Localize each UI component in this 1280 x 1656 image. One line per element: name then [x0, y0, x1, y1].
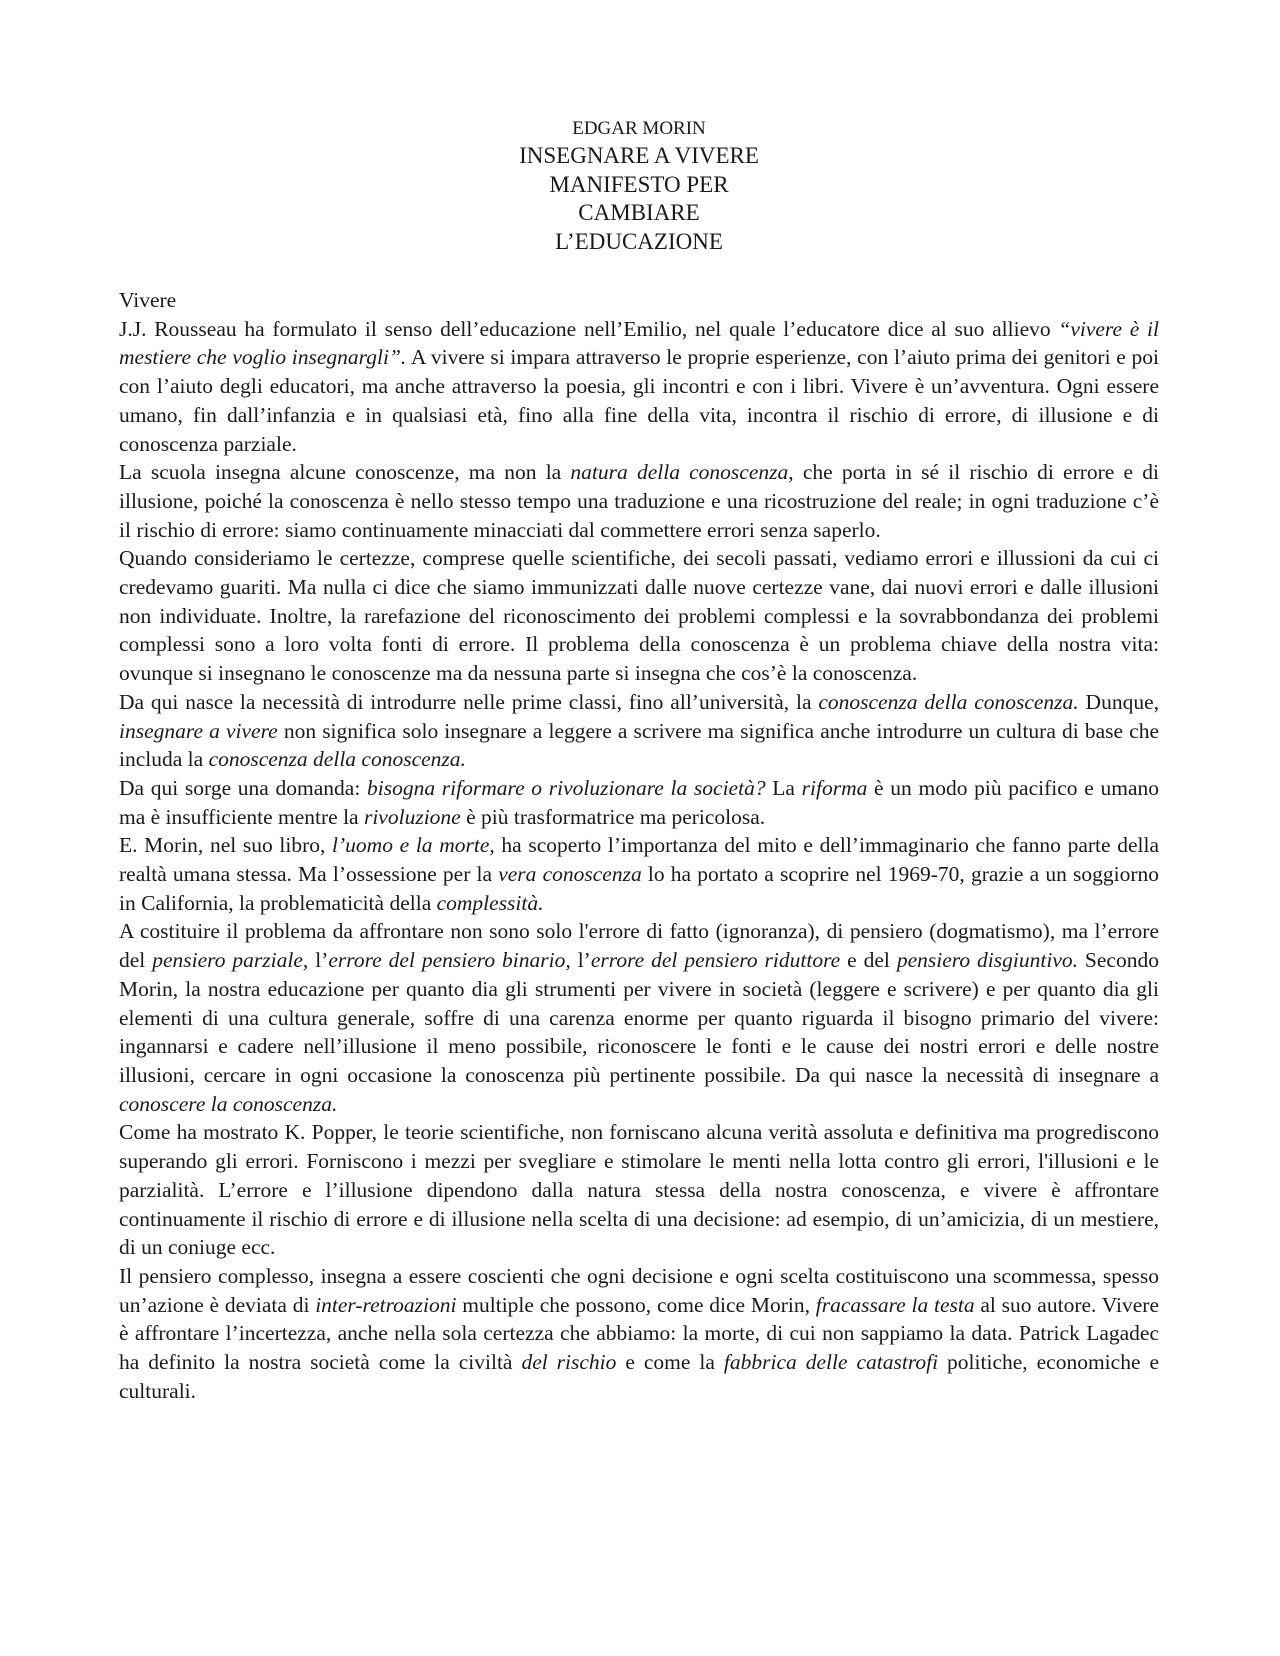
- title-line-2: MANIFESTO PER: [549, 171, 729, 197]
- text-run: , ha scoperto l’importanza del mito e dell’immaginario che fanno parte della realtà umana stessa. Ma l’ossessione per la: [119, 833, 1160, 887]
- paragraph: [119, 917, 1159, 1118]
- text-run: La scuola insegna alcune conoscenze, ma non la: [119, 460, 571, 485]
- text-run: A costituire il problema da affrontare non sono solo l'errore di fatto (ignoranza), di pensiero (dogmatismo), ma l’errore del: [119, 919, 1159, 973]
- text-run: Dunque,: [1078, 689, 1159, 714]
- italic-text-run: insegnare a vivere: [119, 718, 278, 743]
- paragraph: [119, 315, 1159, 459]
- italic-text-run: pensiero parziale,: [152, 948, 309, 973]
- text-run: multiple che possono, come dice Morin,: [456, 1292, 816, 1317]
- italic-text-run: errore del pensiero binario,: [328, 948, 571, 973]
- text-run: J.J. Rousseau ha formulato il senso dell’educazione nell’Emilio, nel quale l’educatore dice al suo allievo: [119, 316, 1059, 341]
- text-run: Da qui sorge una domanda:: [119, 775, 368, 800]
- italic-text-run: conoscenza della conoscenza.: [818, 689, 1079, 714]
- italic-text-run: errore del pensiero riduttore: [590, 948, 841, 973]
- section-title: Vivere: [119, 288, 177, 312]
- italic-text-run: “vivere è il mestiere che voglio insegnargli”.: [119, 316, 1159, 370]
- document-body: [119, 286, 1159, 1405]
- text-run: Secondo Morin, la nostra educazione per quanto dia gli strumenti per vivere in società (leggere e scrivere) e per quanto dia gli elementi di una cultura generale, soffre di una carenza enorme per quanto riguarda il bisogno primario del vivere: ingannarsi e cadere nell’illusione il meno possibile, riconoscere le fonti e le cause dei nostri errori e delle nostre illusioni, cercare in ogni occasione la conoscenza più pertinente possibile. Da qui nasce la necessità di insegnare a: [119, 948, 1159, 1087]
- text-run: lo ha portato a scoprire nel 1969-70, grazie a un soggiorno in California, la problematicità della: [119, 862, 1159, 915]
- text-run: Il pensiero complesso, insegna a essere coscienti che ogni decisione e ogni scelta costituiscono una scommessa, spesso un’azione è deviata di: [119, 1263, 1159, 1317]
- text-run: non significa solo insegnare a leggere a scrivere ma significa anche introdurre un cultura di base che includa la: [119, 718, 1159, 772]
- italic-text-run: conoscere la conoscenza.: [119, 1091, 338, 1116]
- italic-text-run: vera conoscenza: [498, 862, 642, 887]
- text-run: A vivere si impara attraverso le proprie esperienze, con l’aiuto prima dei genitori e poi con l’aiuto degli educatori, ma anche attraverso la poesia, gli incontri e con i libri. Vivere è un’avventura. Ogni essere umano, fin dall’infanzia e in qualsiasi età, fino alla fine della vita, incontra il rischio di errore, di illusione e di conoscenza parziale.: [119, 345, 1160, 456]
- italic-text-run: inter-retroazioni: [315, 1292, 457, 1317]
- paragraph: [119, 774, 1159, 831]
- text-run: l’: [308, 948, 329, 973]
- paragraph: [119, 831, 1159, 917]
- italic-text-run: rivoluzione: [363, 804, 461, 829]
- italic-text-run: riforma: [801, 775, 868, 800]
- italic-text-run: bisogna riformare o rivoluzionare la società?: [367, 775, 766, 800]
- text-run: e del: [840, 948, 897, 973]
- title-line-3: CAMBIARE: [578, 200, 700, 225]
- text-run: La: [765, 775, 802, 800]
- text-run: E. Morin, nel suo libro,: [119, 833, 333, 858]
- text-run: Quando consideriamo le certezze, comprese quelle scientifiche, dei secoli passati, vediamo errori e illussioni da cui ci credevamo guariti. Ma nulla ci dice che siamo immunizzati dalle nuove certezze vane, dai nuovi errori e dalle illusioni non individuate. Inoltre, la rarefazione del riconoscimento dei problemi complessi e la sovrabbondanza dei problemi complessi sono a loro volta fonti di errore. Il problema della conoscenza è un problema chiave della nostra vita: ovunque si insegnano le conoscenze ma da nessuna parte si insegna che cos’è la conoscenza.: [119, 546, 1159, 686]
- author-name: EDGAR MORIN: [572, 118, 706, 139]
- italic-text-run: del rischio: [521, 1350, 617, 1375]
- italic-text-run: l’uomo e la morte: [332, 833, 490, 858]
- text-run: Come ha mostrato K. Popper, le teorie scientifiche, non forniscano alcuna verità assoluta e definitiva ma progrediscono superando gli errori. Forniscono i mezzi per svegliare e stimolare le menti nella lotta contro gli errori, l'illusioni e le parzialità. L’errore e l’illusione dipendono dalla natura stessa della nostra conoscenza, e vivere è affrontare continuamente il rischio di errore e di illusione nella scelta di una decisione: ad esempio, di un’amicizia, di un mestiere, di un coniuge ecc.: [119, 1120, 1159, 1260]
- text-run: l’: [570, 948, 591, 973]
- italic-text-run: complessità.: [436, 890, 544, 915]
- paragraph: [119, 688, 1159, 774]
- title-line-4: L’EDUCAZIONE: [555, 228, 723, 254]
- paragraph: [119, 1262, 1159, 1406]
- paragraph: [119, 458, 1159, 544]
- text-run: politiche, economiche e culturali.: [119, 1350, 1160, 1403]
- text-run: e come la: [616, 1350, 724, 1375]
- text-run: Da qui nasce la necessità di introdurre nelle prime classi, fino all’università, la: [119, 689, 819, 714]
- document-heading: [119, 116, 1159, 256]
- italic-text-run: fabbrica delle catastrofi: [723, 1350, 939, 1375]
- paragraph: [119, 544, 1159, 688]
- italic-text-run: fracassare la testa: [815, 1292, 975, 1317]
- italic-text-run: conoscenza della conoscenza.: [208, 747, 466, 772]
- text-run: è un modo più pacifico e umano ma è insufficiente mentre la: [119, 775, 1159, 829]
- italic-text-run: pensiero disgiuntivo.: [896, 948, 1078, 973]
- text-run: , che porta in sé il rischio di errore e di illusione, poiché la conoscenza è nello stesso tempo una traduzione e una ricostruzione del reale; in ogni traduzione c’è il rischio di errore: siamo continuamente minacciati dal commettere errori senza saperlo.: [119, 460, 1159, 542]
- italic-text-run: natura della conoscenza: [570, 460, 789, 485]
- text-run: è più trasformatrice ma pericolosa.: [460, 804, 766, 829]
- title-line-1: INSEGNARE A VIVERE: [519, 143, 759, 168]
- text-run: al suo autore. Vivere è affrontare l’incertezza, anche nella sola certezza che abbiamo: la morte, di cui non sappiamo la data. Patrick Lagadec ha definito la nostra società come la civiltà: [119, 1292, 1159, 1375]
- paragraph: [119, 1118, 1159, 1262]
- document-page: [119, 116, 1159, 1405]
